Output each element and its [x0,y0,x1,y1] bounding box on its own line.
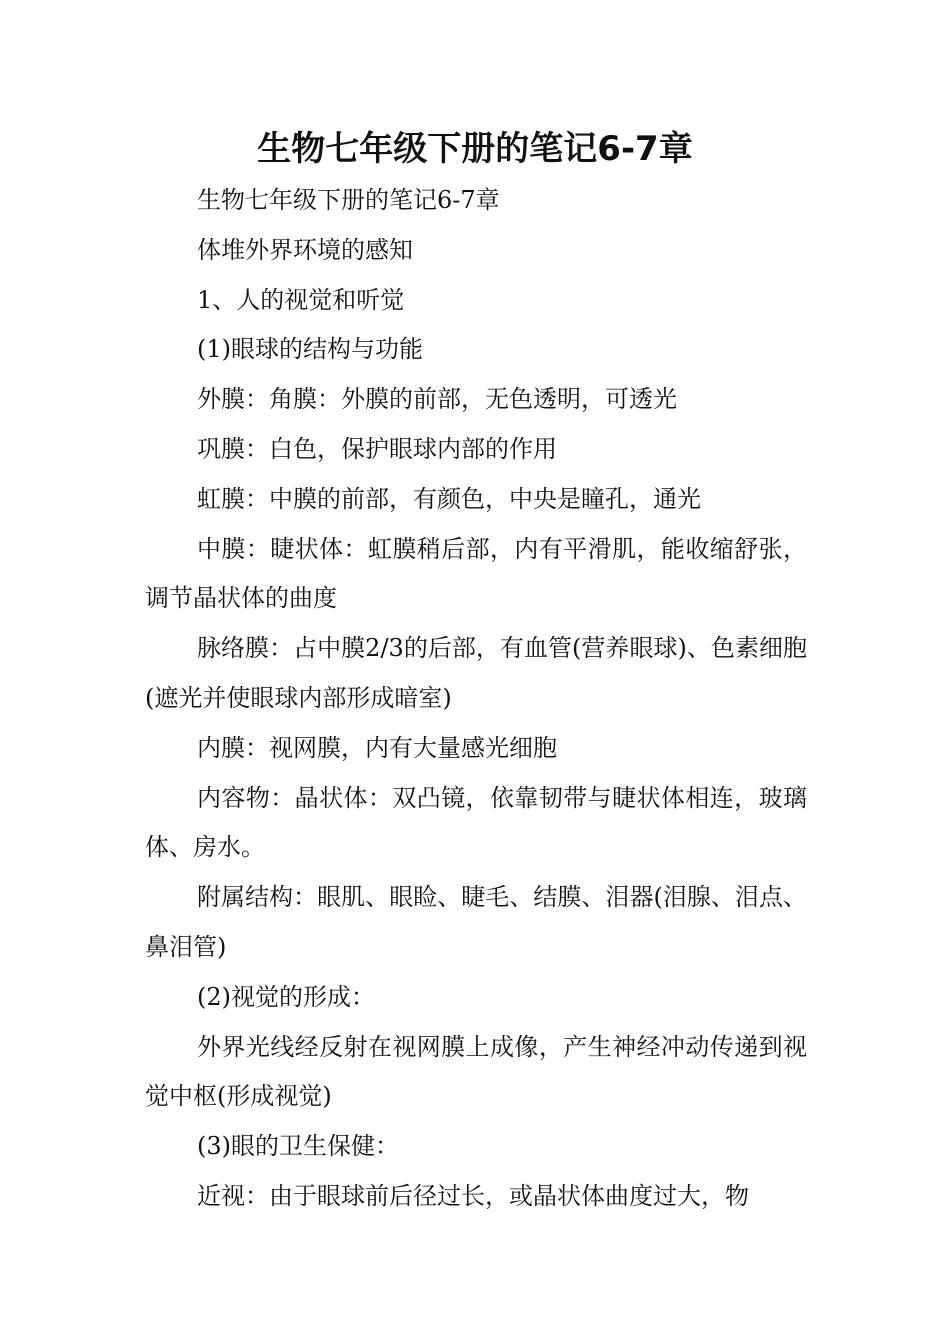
paragraph: 内容物：晶状体：双凸镜，依靠韧带与睫状体相连，玻璃体、房水。 [145,783,807,862]
paragraph: 附属结构：眼肌、眼睑、睫毛、结膜、泪器(泪腺、泪点、鼻泪管) [145,883,807,961]
paragraph: 生物七年级下册的笔记6-7章 [197,186,500,214]
paragraph: 虹膜：中膜的前部，有颜色，中央是瞳孔，通光 [197,484,701,513]
paragraph: 体堆外界环境的感知 [197,235,413,264]
paragraph: 近视：由于眼球前后径过长，或晶状体曲度过大，物 [197,1181,749,1210]
paragraph: (1)眼球的结构与功能 [197,335,423,364]
paragraph: 外膜：角膜：外膜的前部，无色透明，可透光 [197,385,677,414]
paragraph: (2)视觉的形成： [197,982,375,1011]
document-body [145,176,807,1222]
paragraph: 外界光线经反射在视网膜上成像，产生神经冲动传递到视觉中枢(形成视觉) [145,1032,807,1111]
paragraph: 脉络膜：占中膜2/3的后部，有血管(营养眼球)、色素细胞(遮光并使眼球内部形成暗室) [145,634,807,712]
paragraph: 内膜：视网膜，内有大量感光细胞 [197,733,557,762]
paragraph: (3)眼的卫生保健： [197,1132,399,1161]
document-title: 生物七年级下册的笔记6-7章 [257,129,693,169]
paragraph: 巩膜：白色，保护眼球内部的作用 [197,434,557,463]
paragraph: 中膜：睫状体：虹膜稍后部，内有平滑肌，能收缩舒张，调节晶状体的曲度 [145,534,807,613]
paragraph: 1、人的视觉和听觉 [197,285,405,314]
